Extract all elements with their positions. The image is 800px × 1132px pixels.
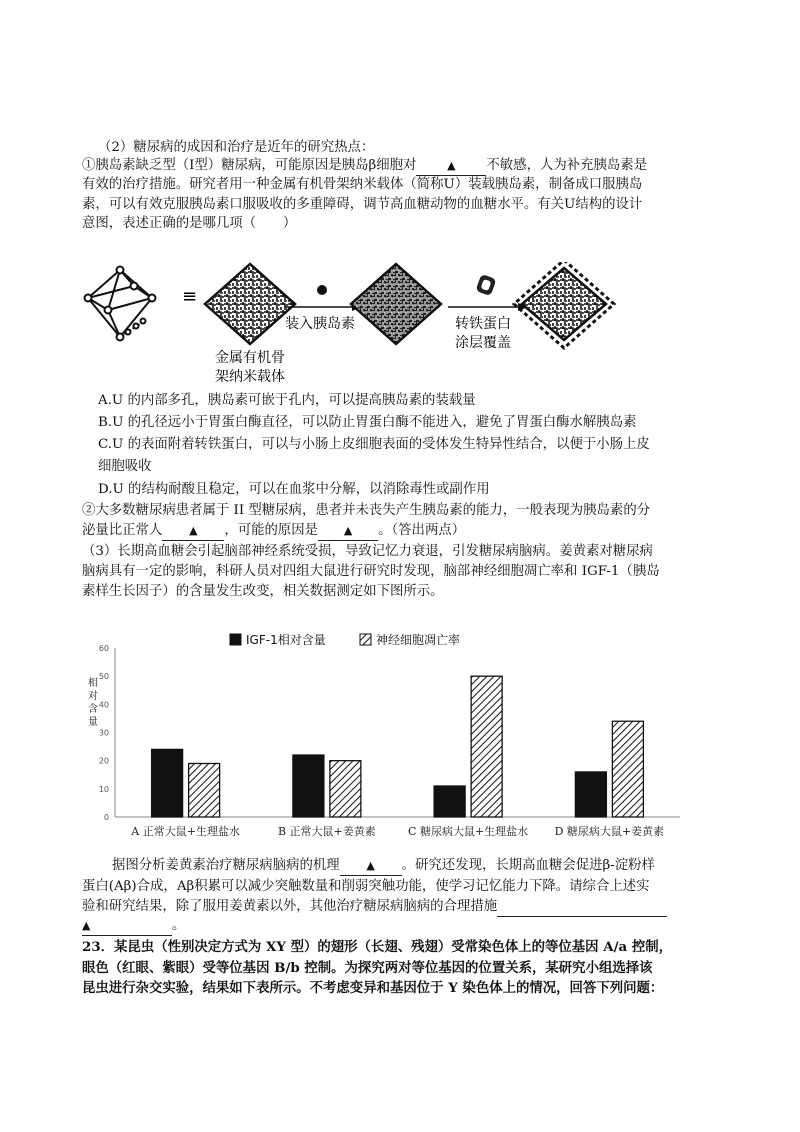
y-axis-label-char: 对 (88, 691, 98, 702)
q23-line-2: 眼色（红眼、紫眼）受等位基因 B/b 控制。为探究两对等位基因的位置关系，某研究小组选择该 (82, 960, 653, 976)
step2-label-2: 涂层覆盖 (455, 335, 511, 351)
bar (330, 761, 361, 817)
x-tick-label: A 正常大鼠+生理盐水 (131, 825, 240, 838)
x-tick-label: C 糖尿病大鼠+生理盐水 (408, 825, 529, 838)
section3-line-1: （3）长期高血糖会引起脑部神经系统受损，导致记忆力衰退，引发糖尿病脑病。姜黄素对糖尿病 (82, 544, 653, 559)
step2-label-1: 转铁蛋白 (455, 316, 511, 332)
option-c-2: 细胞吸收 (98, 459, 152, 474)
answer-blank-4[interactable] (340, 857, 402, 876)
legend-swatch (360, 634, 371, 645)
bar (612, 721, 643, 817)
x-tick-label: D 糖尿病大鼠+姜黄素 (554, 825, 665, 838)
bar-chart (80, 630, 700, 845)
analysis-line-3 (82, 898, 667, 917)
y-axis-label-char: 含 (88, 704, 98, 715)
section3-line-2: 脑病具有一定的影响，科研人员对四组大鼠进行研究时发现，脑部神经细胞凋亡率和 IGF-1（胰岛 (82, 564, 660, 579)
bar (293, 755, 324, 817)
equals-sign: ≡ (182, 286, 198, 307)
section2-text-b: 不敏感，人为补充胰岛素是 (486, 158, 648, 173)
x-tick-label: B 正常大鼠+姜黄素 (277, 825, 376, 838)
section2-line-3: 素，可以有效克服胰岛素口服吸收的多重障碍，调节高血糖动物的血糖水平。有关U结构的设计 (82, 197, 643, 212)
section2-heading: （2）糖尿病的成因和治疗是近年的研究热点： (98, 140, 375, 155)
insulin-icon (317, 285, 327, 295)
y-axis-label-char: 量 (88, 717, 98, 728)
answer-blank-1[interactable] (416, 157, 486, 176)
section2-line-4: 意图，表述正确的是哪几项（ ） (82, 216, 297, 231)
q2-text-c: 。（答出两点） (378, 523, 466, 538)
y-tick-label: 0 (103, 813, 109, 822)
option-a: A.U 的内部多孔，胰岛素可嵌于孔内，可以提高胰岛素的装载量 (98, 393, 476, 408)
option-b: B.U 的孔径远小于胃蛋白酶直径，可以防止胃蛋白酶不能进入，避免了胃蛋白酶水解胰岛素 (98, 415, 637, 430)
carrier-diagram (80, 262, 620, 392)
analysis-line-4 (82, 917, 185, 936)
carrier-icon (205, 264, 295, 344)
q2-line-1: ②大多数糖尿病患者属于 II 型糖尿病，患者并未丧失产生胰岛素的能力，一般表现为胰岛素的分 (82, 503, 651, 518)
y-tick-label: 10 (98, 784, 109, 794)
option-c-1: C.U 的表面附着转铁蛋白，可以与小肠上皮细胞表面的受体发生特异性结合，以便于小肠上皮 (98, 437, 650, 452)
blank-marker: ▲ (189, 524, 198, 537)
carrier-label-1: 金属有机骨 (215, 350, 285, 366)
section2-line-1 (82, 157, 647, 176)
transferrin-icon (475, 274, 496, 296)
q23-line-3: 昆虫进行杂交实验，结果如下表所示。不考虑变异和基因位于 Y 染色体上的情况，回答下列问题： (82, 980, 664, 996)
bar (189, 763, 220, 817)
q2-text-b: ，可能的原因是 (224, 523, 319, 538)
section3-line-3: 素样生长因子）的含量发生改变，相关数据测定如下图所示。 (82, 584, 444, 599)
section2-text-a: ①胰岛素缺乏型（I型）糖尿病，可能原因是胰岛β细胞对 (82, 158, 417, 173)
loaded-carrier-icon (351, 264, 441, 344)
blank-marker: ▲ (82, 919, 91, 932)
q2-text-a: 泌量比正常人 (82, 523, 163, 538)
blank-marker: ▲ (366, 859, 375, 872)
answer-blank-3[interactable] (318, 522, 378, 541)
legend-label: 神经细胞凋亡率 (376, 633, 461, 647)
bar (471, 676, 502, 817)
analysis-line-2: 蛋白(Aβ)合成，Aβ积累可以减少突触数量和削弱突触功能，使学习记忆能力下降。请综合上述实 (82, 879, 650, 894)
analysis-text-c: 验和研究结果，除了服用姜黄素以外，其他治疗糖尿病脑病的合理措施 (82, 899, 498, 914)
legend-label: IGF-1相对含量 (246, 633, 326, 647)
analysis-line-1 (112, 857, 655, 876)
y-tick-label: 50 (98, 672, 109, 682)
octahedron-icon (85, 267, 156, 341)
y-tick-label: 30 (98, 728, 109, 738)
bar (575, 772, 606, 817)
analysis-text-b: 。研究还发现，长期高血糖会促进β-淀粉样 (401, 858, 655, 873)
analysis-end: 。 (172, 918, 186, 933)
analysis-text-a: 据图分析姜黄素治疗糖尿病脑病的机理 (112, 858, 340, 873)
option-d: D.U 的结构耐酸且稳定，可以在血浆中分解，以消除毒性或副作用 (98, 482, 490, 497)
answer-blank-5[interactable] (497, 898, 667, 917)
bar (434, 786, 465, 817)
answer-blank-5-cont[interactable] (82, 917, 172, 936)
q2-line-2 (82, 522, 465, 541)
coated-carrier-icon (522, 268, 606, 340)
y-tick-label: 60 (98, 644, 109, 653)
y-tick-label: 40 (98, 700, 109, 710)
y-tick-label: 20 (98, 756, 109, 766)
step1-label: 装入胰岛素 (285, 316, 355, 332)
answer-blank-2[interactable] (162, 522, 224, 541)
blank-marker: ▲ (343, 524, 353, 537)
legend-swatch (230, 634, 241, 645)
carrier-label-2: 架纳米载体 (215, 369, 285, 385)
bar (152, 749, 183, 817)
q23-line-1: 23．某昆虫（性别决定方式为 XY 型）的翅形（长翅、残翅）受常染色体上的等位基因 A/a 控制， (82, 939, 673, 955)
section2-line-2: 有效的治疗措施。研究者用一种金属有机骨架纳米载体（简称U）装载胰岛素，制备成口服胰岛 (82, 177, 643, 192)
blank-marker: ▲ (447, 159, 456, 172)
y-axis-label-char: 相 (88, 678, 98, 689)
